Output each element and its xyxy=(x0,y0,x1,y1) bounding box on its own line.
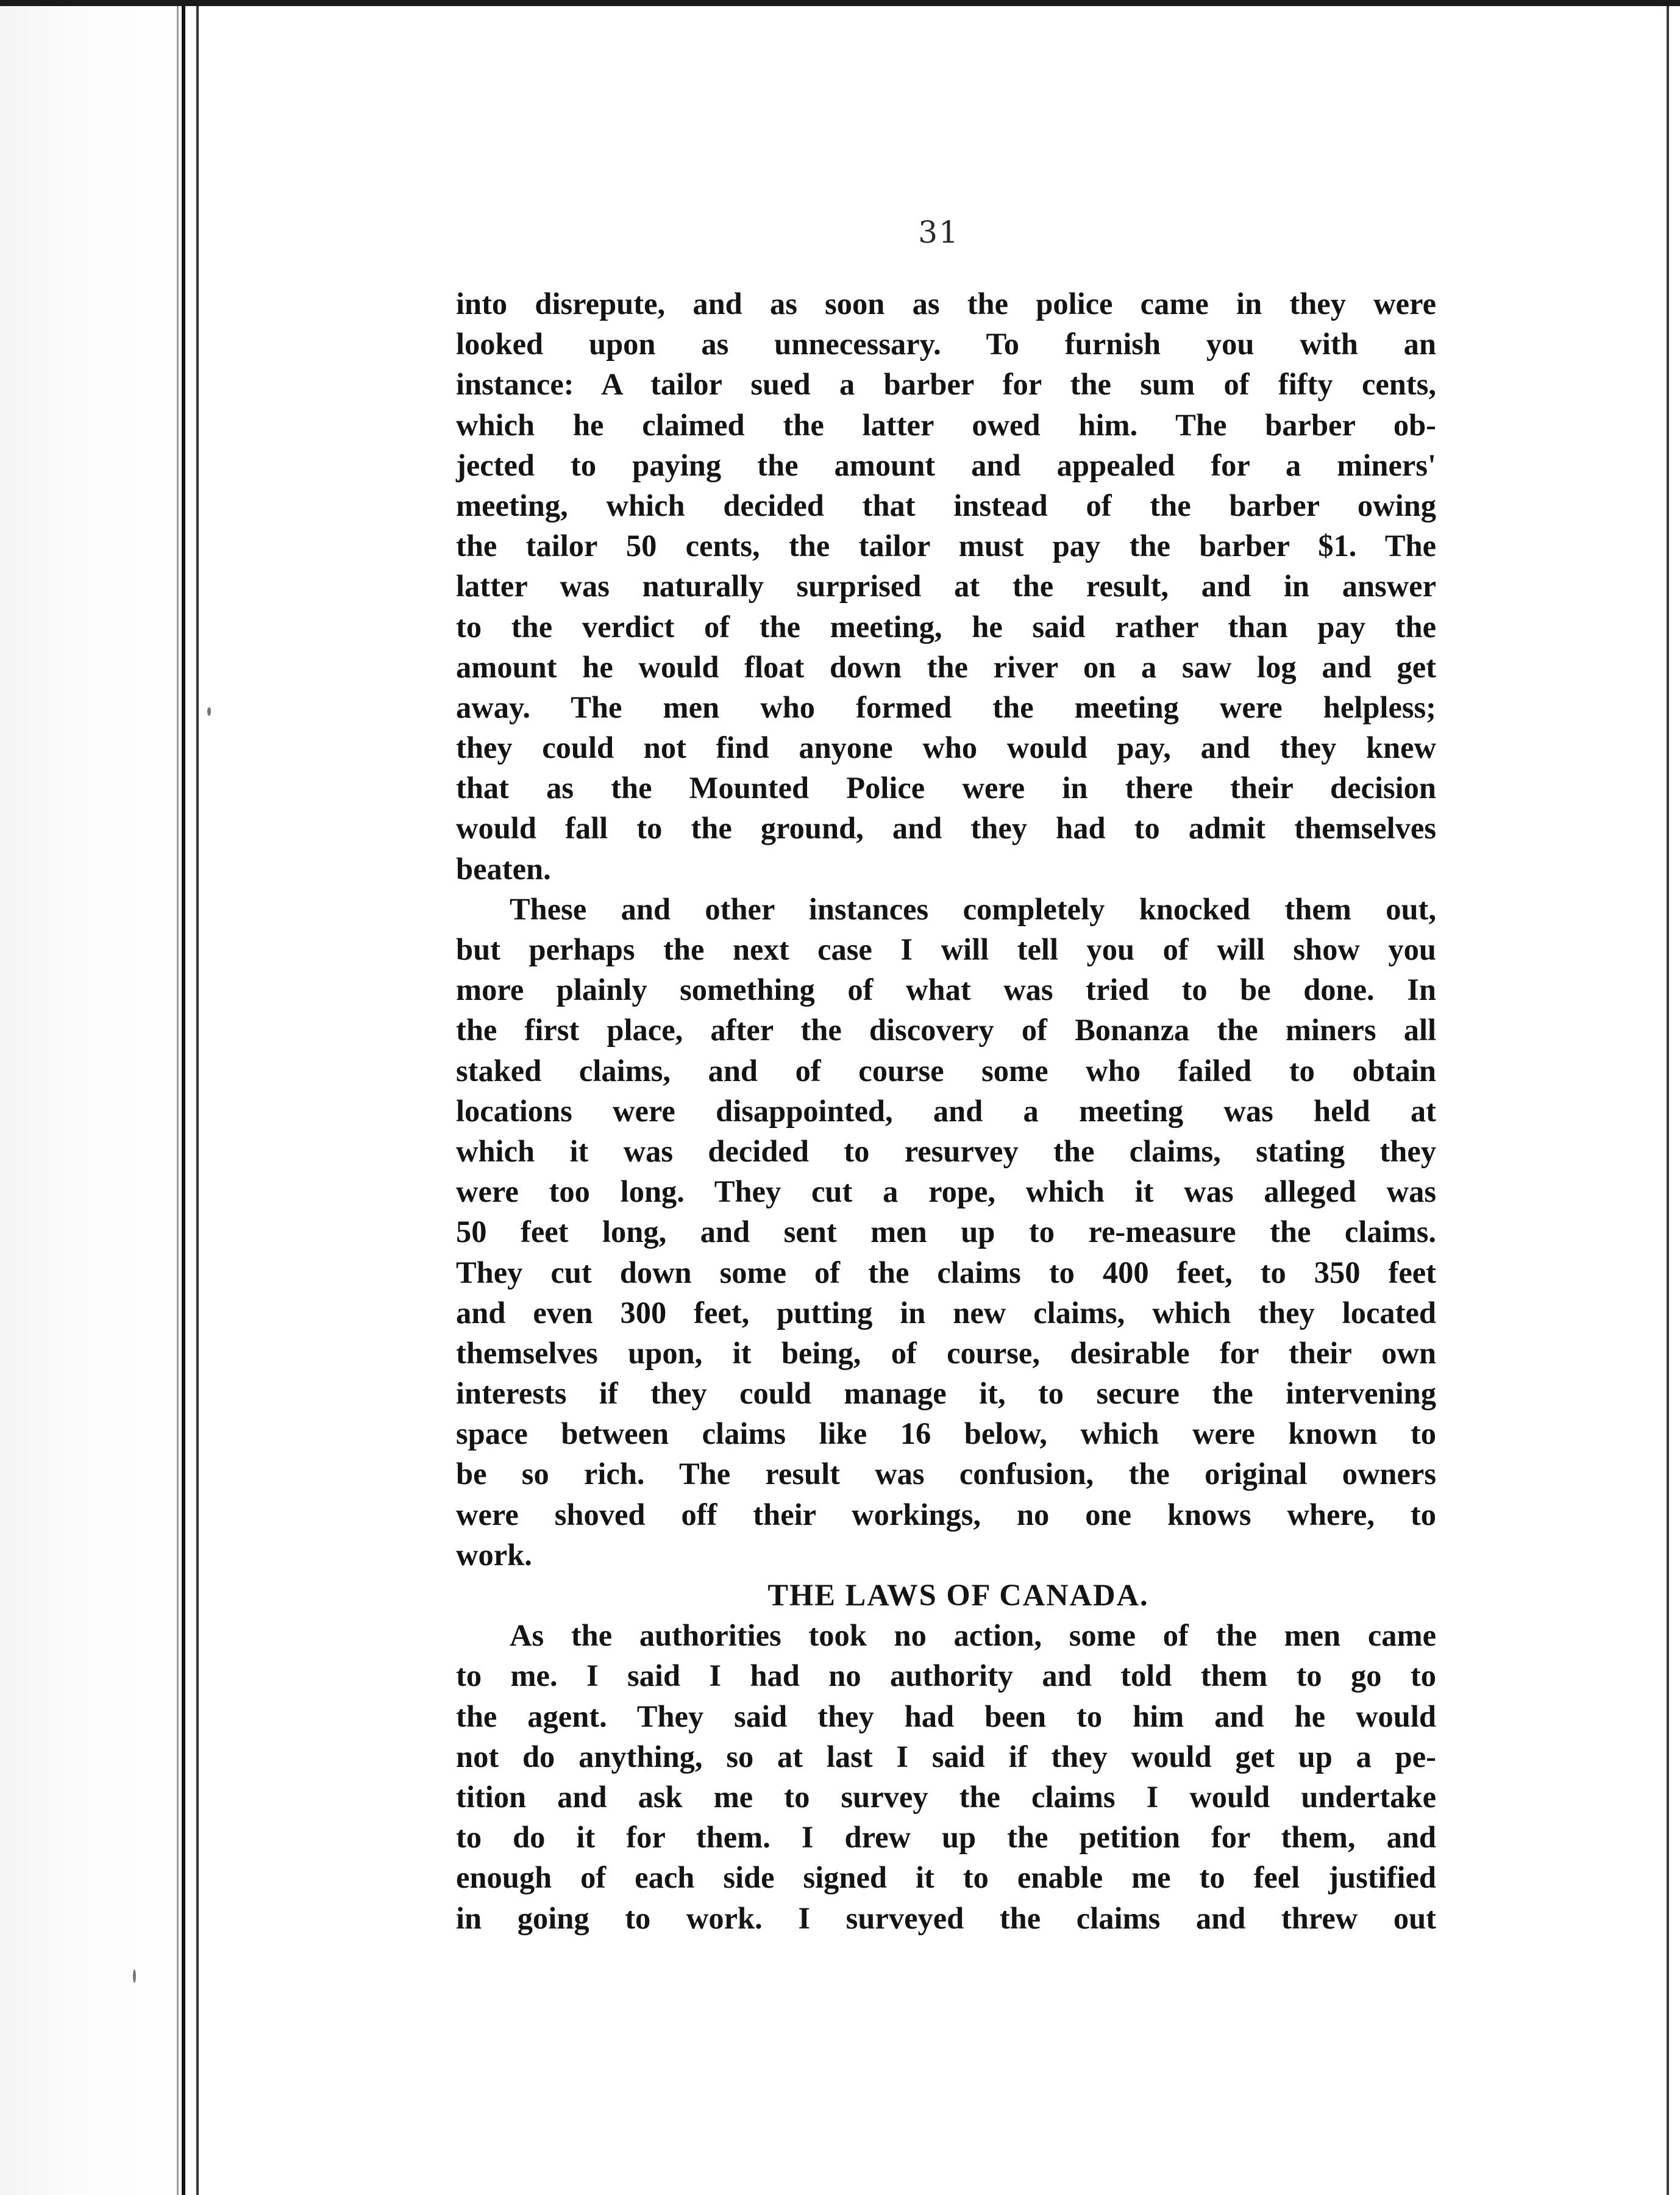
text-line: instance: A tailor sued a barber for the sum of fifty cents, xyxy=(456,367,1436,402)
text-line: and even 300 feet, putting in new claims, which they located xyxy=(456,1295,1436,1330)
text-line: work. xyxy=(456,1537,532,1572)
text-line: they could not find anyone who would pay, and they knew xyxy=(456,730,1436,765)
text-line: to do it for them. I drew up the petition for them, and xyxy=(456,1820,1436,1855)
text-line: the first place, after the discovery of Bonanza the miners all xyxy=(456,1013,1436,1048)
gutter-faint-line xyxy=(177,0,179,2195)
text-line: interests if they could manage it, to secure the intervening xyxy=(456,1376,1436,1411)
text-line: tition and ask me to survey the claims I would undertake xyxy=(456,1779,1436,1814)
text-line: enough of each side signed it to enable me to feel justified xyxy=(456,1860,1436,1895)
text-line: looked upon as unnecessary. To furnish you with an xyxy=(456,327,1436,362)
page-number: 31 xyxy=(918,215,959,250)
text-line: latter was naturally surprised at the result, and in answer xyxy=(456,569,1436,604)
text-line: meeting, which decided that instead of the barber owing xyxy=(456,488,1436,523)
text-line: amount he would float down the river on a saw log and get xyxy=(456,649,1436,684)
text-line: but perhaps the next case I will tell you of will show you xyxy=(456,932,1436,966)
text-line: themselves upon, it being, of course, desirable for their own xyxy=(456,1335,1436,1370)
text-line: would fall to the ground, and they had to admit themselves xyxy=(456,811,1436,846)
text-line: not do anything, so at last I said if they would get up a pe- xyxy=(456,1739,1436,1774)
right-edge-line xyxy=(1667,0,1669,2195)
section-heading: THE LAWS OF CANADA. xyxy=(767,1578,1149,1612)
text-line: jected to paying the amount and appealed for a miners' xyxy=(456,448,1436,482)
text-line: They cut down some of the claims to 400 feet, to 350 feet xyxy=(456,1255,1436,1290)
text-line: to me. I said I had no authority and told them to go to xyxy=(456,1658,1436,1693)
text-line: to the verdict of the meeting, he said rather than pay the xyxy=(456,609,1436,644)
text-line: staked claims, and of course some who failed to obtain xyxy=(456,1053,1436,1088)
text-line: be so rich. The result was confusion, the original owners xyxy=(456,1457,1436,1491)
text-line: the agent. They said they had been to him and he would xyxy=(456,1699,1436,1733)
text-line: in going to work. I surveyed the claims and threw out xyxy=(456,1901,1436,1935)
text-line: were shoved off their workings, no one knows where, to xyxy=(456,1497,1436,1532)
binding-shadow xyxy=(0,0,183,2195)
text-line: the tailor 50 cents, the tailor must pay the barber $1. The xyxy=(456,529,1436,563)
text-line: were too long. They cut a rope, which it was alleged was xyxy=(456,1174,1436,1209)
top-edge xyxy=(0,0,1680,6)
text-line: into disrepute, and as soon as the police came in they were xyxy=(456,287,1436,321)
scan-speck xyxy=(207,707,211,716)
text-line: which it was decided to resurvey the claims, stating they xyxy=(456,1133,1436,1168)
text-line: more plainly something of what was tried to be done. In xyxy=(456,973,1436,1007)
text-line: 50 feet long, and sent men up to re-measure the claims. xyxy=(456,1215,1436,1249)
text-line: beaten. xyxy=(456,851,551,886)
text-line: space between claims like 16 below, which were known to xyxy=(456,1416,1436,1451)
text-line: which he claimed the latter owed him. The barber ob- xyxy=(456,407,1436,442)
gutter-inner-line xyxy=(196,0,199,2195)
scan-speck xyxy=(133,1969,136,1983)
text-line: These and other instances completely knocked them out, xyxy=(510,891,1436,926)
body-text xyxy=(456,284,1436,1938)
text-line: that as the Mounted Police were in there their decision xyxy=(456,771,1436,805)
text-line: locations were disappointed, and a meeting was held at xyxy=(456,1093,1436,1128)
text-line: away. The men who formed the meeting were helpless; xyxy=(456,690,1436,724)
gutter-edge-line xyxy=(182,0,185,2195)
text-line: As the authorities took no action, some of the men came xyxy=(510,1618,1436,1653)
